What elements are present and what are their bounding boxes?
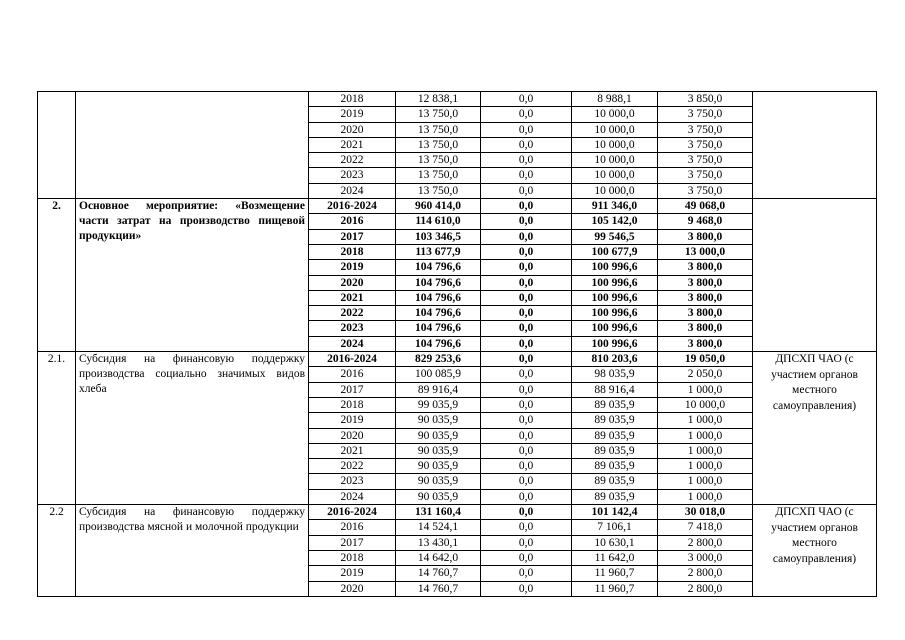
- regional-cell: 89 035,9: [572, 413, 658, 428]
- year-cell: 2023: [309, 168, 396, 183]
- federal-cell: 0,0: [481, 352, 572, 367]
- total-cell: 13 750,0: [396, 122, 481, 137]
- regional-cell: 89 035,9: [572, 489, 658, 504]
- total-cell: 104 796,6: [396, 306, 481, 321]
- other-cell: 1 000,0: [658, 382, 753, 397]
- other-cell: 3 750,0: [658, 137, 753, 152]
- total-cell: 89 916,4: [396, 382, 481, 397]
- federal-cell: 0,0: [481, 122, 572, 137]
- other-cell: 2 800,0: [658, 581, 753, 596]
- year-cell: 2019: [309, 566, 396, 581]
- total-cell: 131 160,4: [396, 505, 481, 520]
- federal-cell: 0,0: [481, 168, 572, 183]
- document-page: [37, 91, 876, 597]
- regional-cell: 11 642,0: [572, 550, 658, 565]
- other-cell: 3 800,0: [658, 336, 753, 351]
- total-cell: 90 035,9: [396, 443, 481, 458]
- year-cell: 2017: [309, 535, 396, 550]
- regional-cell: 89 035,9: [572, 397, 658, 412]
- federal-cell: 0,0: [481, 474, 572, 489]
- year-cell: 2021: [309, 290, 396, 305]
- year-cell: 2016: [309, 214, 396, 229]
- year-cell: 2021: [309, 443, 396, 458]
- federal-cell: 0,0: [481, 183, 572, 198]
- regional-cell: 105 142,0: [572, 214, 658, 229]
- other-cell: 10 000,0: [658, 397, 753, 412]
- responsible-executor: [753, 199, 877, 352]
- year-cell: 2019: [309, 260, 396, 275]
- section-title: Субсидия на финансовую поддержку производства мясной и молочной продукции: [76, 505, 309, 597]
- responsible-executor: [753, 92, 877, 199]
- other-cell: 3 750,0: [658, 153, 753, 168]
- total-cell: 13 750,0: [396, 107, 481, 122]
- table-row: [38, 199, 877, 214]
- other-cell: 3 000,0: [658, 550, 753, 565]
- year-cell: 2020: [309, 275, 396, 290]
- federal-cell: 0,0: [481, 550, 572, 565]
- responsible-executor: ДПСХП ЧАО (с участием органов местного самоуправления): [753, 352, 877, 505]
- year-cell: 2019: [309, 107, 396, 122]
- regional-cell: 89 035,9: [572, 474, 658, 489]
- year-cell: 2020: [309, 581, 396, 596]
- federal-cell: 0,0: [481, 489, 572, 504]
- total-cell: 13 750,0: [396, 168, 481, 183]
- regional-cell: 100 996,6: [572, 290, 658, 305]
- other-cell: 3 850,0: [658, 92, 753, 107]
- regional-cell: 99 546,5: [572, 229, 658, 244]
- regional-cell: 89 035,9: [572, 459, 658, 474]
- federal-cell: 0,0: [481, 428, 572, 443]
- regional-cell: 100 996,6: [572, 306, 658, 321]
- federal-cell: 0,0: [481, 443, 572, 458]
- regional-cell: 11 960,7: [572, 581, 658, 596]
- other-cell: 1 000,0: [658, 459, 753, 474]
- federal-cell: 0,0: [481, 306, 572, 321]
- other-cell: 1 000,0: [658, 428, 753, 443]
- total-cell: 104 796,6: [396, 321, 481, 336]
- federal-cell: 0,0: [481, 199, 572, 214]
- regional-cell: 911 346,0: [572, 199, 658, 214]
- total-cell: 104 796,6: [396, 275, 481, 290]
- total-cell: 104 796,6: [396, 336, 481, 351]
- total-cell: 90 035,9: [396, 428, 481, 443]
- federal-cell: 0,0: [481, 214, 572, 229]
- section-index: 2.: [38, 199, 76, 352]
- regional-cell: 10 000,0: [572, 153, 658, 168]
- federal-cell: 0,0: [481, 413, 572, 428]
- federal-cell: 0,0: [481, 107, 572, 122]
- federal-cell: 0,0: [481, 459, 572, 474]
- total-cell: 12 838,1: [396, 92, 481, 107]
- total-cell: 104 796,6: [396, 260, 481, 275]
- total-cell: 113 677,9: [396, 244, 481, 259]
- other-cell: 19 050,0: [658, 352, 753, 367]
- other-cell: 2 800,0: [658, 535, 753, 550]
- other-cell: 3 800,0: [658, 260, 753, 275]
- regional-cell: 100 996,6: [572, 275, 658, 290]
- regional-cell: 89 035,9: [572, 443, 658, 458]
- other-cell: 3 800,0: [658, 306, 753, 321]
- total-cell: 14 760,7: [396, 581, 481, 596]
- federal-cell: 0,0: [481, 321, 572, 336]
- year-cell: 2016-2024: [309, 505, 396, 520]
- total-cell: 14 642,0: [396, 550, 481, 565]
- total-cell: 104 796,6: [396, 290, 481, 305]
- year-cell: 2023: [309, 321, 396, 336]
- federal-cell: 0,0: [481, 382, 572, 397]
- year-cell: 2021: [309, 137, 396, 152]
- total-cell: 103 346,5: [396, 229, 481, 244]
- total-cell: 114 610,0: [396, 214, 481, 229]
- year-cell: 2016-2024: [309, 199, 396, 214]
- total-cell: 829 253,6: [396, 352, 481, 367]
- other-cell: 3 800,0: [658, 321, 753, 336]
- regional-cell: 8 988,1: [572, 92, 658, 107]
- federal-cell: 0,0: [481, 244, 572, 259]
- federal-cell: 0,0: [481, 336, 572, 351]
- other-cell: 2 800,0: [658, 566, 753, 581]
- year-cell: 2023: [309, 474, 396, 489]
- year-cell: 2016: [309, 520, 396, 535]
- federal-cell: 0,0: [481, 92, 572, 107]
- section-title: Основное мероприятие: «Возмещение части затрат на производство пищевой продукции»: [76, 199, 309, 352]
- regional-cell: 88 916,4: [572, 382, 658, 397]
- federal-cell: 0,0: [481, 367, 572, 382]
- year-cell: 2022: [309, 153, 396, 168]
- table-body: [38, 92, 877, 597]
- year-cell: 2017: [309, 229, 396, 244]
- other-cell: 3 800,0: [658, 275, 753, 290]
- year-cell: 2020: [309, 428, 396, 443]
- table-row: [38, 92, 877, 107]
- federal-cell: 0,0: [481, 290, 572, 305]
- year-cell: 2022: [309, 459, 396, 474]
- year-cell: 2018: [309, 550, 396, 565]
- federal-cell: 0,0: [481, 275, 572, 290]
- total-cell: 90 035,9: [396, 474, 481, 489]
- year-cell: 2018: [309, 397, 396, 412]
- section-index: [38, 92, 76, 199]
- federal-cell: 0,0: [481, 505, 572, 520]
- other-cell: 3 800,0: [658, 229, 753, 244]
- regional-cell: 100 996,6: [572, 336, 658, 351]
- regional-cell: 7 106,1: [572, 520, 658, 535]
- table-row: [38, 352, 877, 367]
- regional-cell: 11 960,7: [572, 566, 658, 581]
- regional-cell: 10 000,0: [572, 183, 658, 198]
- other-cell: 1 000,0: [658, 489, 753, 504]
- total-cell: 960 414,0: [396, 199, 481, 214]
- other-cell: 9 468,0: [658, 214, 753, 229]
- total-cell: 13 750,0: [396, 153, 481, 168]
- total-cell: 14 760,7: [396, 566, 481, 581]
- total-cell: 90 035,9: [396, 459, 481, 474]
- regional-cell: 810 203,6: [572, 352, 658, 367]
- federal-cell: 0,0: [481, 137, 572, 152]
- federal-cell: 0,0: [481, 566, 572, 581]
- regional-cell: 100 677,9: [572, 244, 658, 259]
- year-cell: 2016-2024: [309, 352, 396, 367]
- other-cell: 30 018,0: [658, 505, 753, 520]
- year-cell: 2022: [309, 306, 396, 321]
- federal-cell: 0,0: [481, 229, 572, 244]
- regional-cell: 10 000,0: [572, 137, 658, 152]
- regional-cell: 89 035,9: [572, 428, 658, 443]
- total-cell: 14 524,1: [396, 520, 481, 535]
- other-cell: 1 000,0: [658, 413, 753, 428]
- total-cell: 13 430,1: [396, 535, 481, 550]
- regional-cell: 10 000,0: [572, 122, 658, 137]
- responsible-executor: ДПСХП ЧАО (с участием органов местного самоуправления): [753, 505, 877, 597]
- year-cell: 2020: [309, 122, 396, 137]
- other-cell: 49 068,0: [658, 199, 753, 214]
- year-cell: 2017: [309, 382, 396, 397]
- regional-cell: 100 996,6: [572, 260, 658, 275]
- year-cell: 2024: [309, 489, 396, 504]
- total-cell: 99 035,9: [396, 397, 481, 412]
- regional-cell: 98 035,9: [572, 367, 658, 382]
- budget-table: [37, 91, 877, 597]
- other-cell: 1 000,0: [658, 474, 753, 489]
- year-cell: 2019: [309, 413, 396, 428]
- federal-cell: 0,0: [481, 520, 572, 535]
- federal-cell: 0,0: [481, 260, 572, 275]
- other-cell: 3 750,0: [658, 107, 753, 122]
- year-cell: 2024: [309, 336, 396, 351]
- year-cell: 2024: [309, 183, 396, 198]
- regional-cell: 10 000,0: [572, 168, 658, 183]
- other-cell: 3 750,0: [658, 183, 753, 198]
- regional-cell: 10 000,0: [572, 107, 658, 122]
- total-cell: 13 750,0: [396, 137, 481, 152]
- federal-cell: 0,0: [481, 535, 572, 550]
- section-index: 2.1.: [38, 352, 76, 505]
- other-cell: 1 000,0: [658, 443, 753, 458]
- federal-cell: 0,0: [481, 153, 572, 168]
- regional-cell: 101 142,4: [572, 505, 658, 520]
- other-cell: 3 750,0: [658, 122, 753, 137]
- total-cell: 13 750,0: [396, 183, 481, 198]
- year-cell: 2018: [309, 244, 396, 259]
- regional-cell: 10 630,1: [572, 535, 658, 550]
- year-cell: 2018: [309, 92, 396, 107]
- other-cell: 7 418,0: [658, 520, 753, 535]
- federal-cell: 0,0: [481, 397, 572, 412]
- other-cell: 3 750,0: [658, 168, 753, 183]
- other-cell: 2 050,0: [658, 367, 753, 382]
- section-title: [76, 92, 309, 199]
- other-cell: 3 800,0: [658, 290, 753, 305]
- year-cell: 2016: [309, 367, 396, 382]
- total-cell: 100 085,9: [396, 367, 481, 382]
- total-cell: 90 035,9: [396, 489, 481, 504]
- table-row: [38, 505, 877, 520]
- regional-cell: 100 996,6: [572, 321, 658, 336]
- section-index: 2.2: [38, 505, 76, 597]
- section-title: Субсидия на финансовую поддержку производства социально значимых видов хлеба: [76, 352, 309, 505]
- other-cell: 13 000,0: [658, 244, 753, 259]
- total-cell: 90 035,9: [396, 413, 481, 428]
- federal-cell: 0,0: [481, 581, 572, 596]
